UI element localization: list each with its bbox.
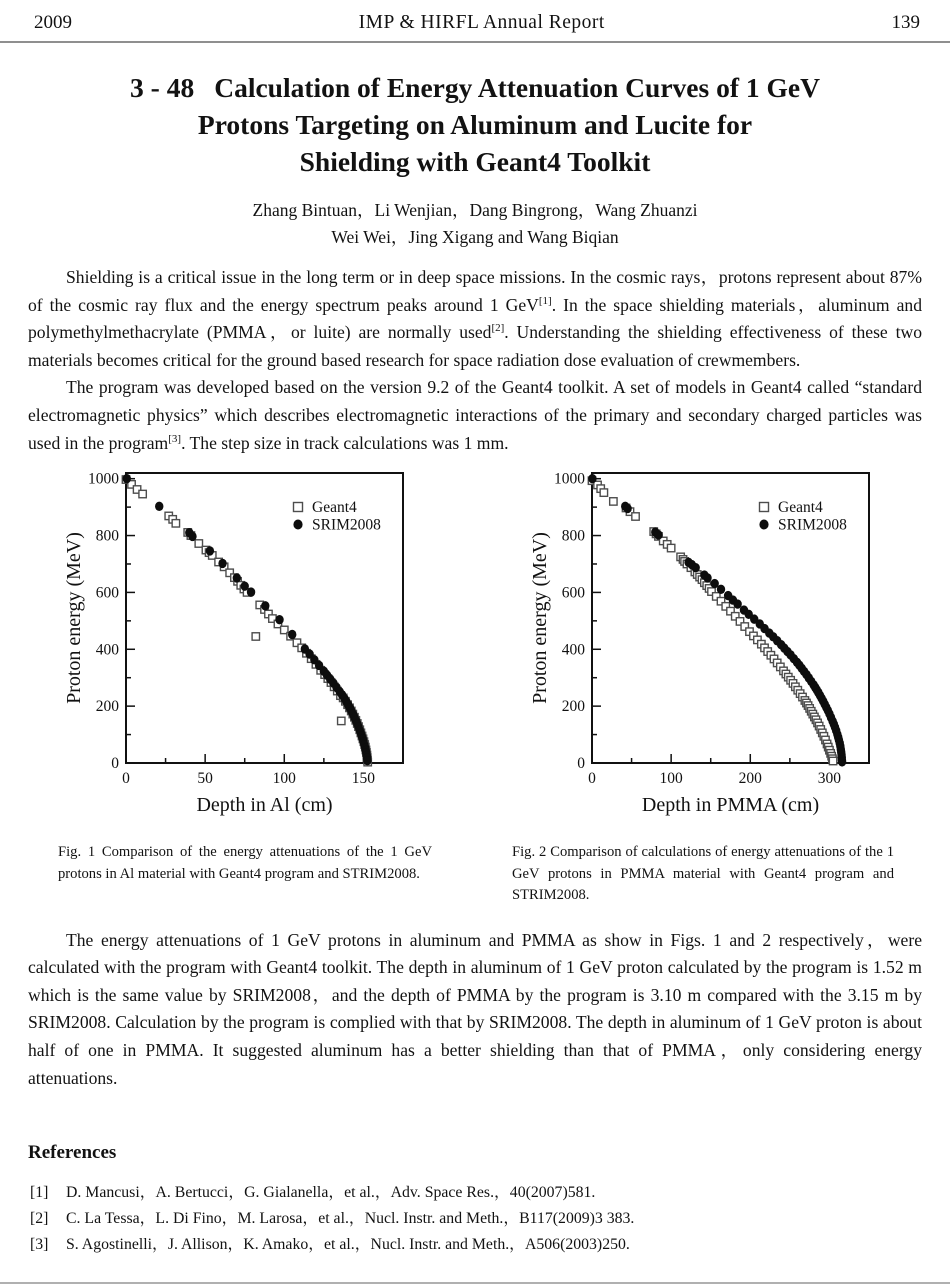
reference-item-1	[30, 1180, 922, 1206]
reference-item-3	[30, 1232, 922, 1258]
svg-text:200: 200	[561, 698, 585, 716]
reference-marker: [2]	[30, 1210, 49, 1228]
y-axis-title: Proton energy (MeV)	[64, 532, 85, 705]
reference-marker: [1]	[30, 1184, 49, 1202]
x-axis-title: Depth in PMMA (cm)	[641, 794, 820, 817]
citation-superscript: [3]	[168, 432, 182, 445]
body-paragraph-2: The program was developed based on the version 9.2 of the Geant4 toolkit. A set of models in Geant4 called “standard electromagnetic physics” which describes electromagnetic interactions of the primary and secondary charged particles was used in the program[3]. The step size in track calculations was 1 mm.	[28, 377, 922, 453]
reference-marker: [3]	[30, 1235, 49, 1253]
svg-text:0: 0	[122, 770, 130, 788]
svg-text:Geant4: Geant4	[312, 499, 357, 517]
y-axis-title: Proton energy (MeV)	[530, 532, 551, 705]
svg-text:200: 200	[738, 770, 762, 788]
svg-text:600: 600	[561, 584, 585, 602]
article-title-line2: Protons Targeting on Aluminum and Lucite for	[197, 109, 753, 140]
legend	[293, 499, 381, 534]
reference-text: D. Mancusi，A. Bertucci，G. Gialanella，et al.，Adv. Space Res.，40(2007)581.	[66, 1184, 596, 1202]
figure2-caption: Fig. 2 Comparison of calculations of energy attenuations of the 1 GeV protons in PMMA material with Geant4 program and STRIM2008.	[512, 844, 894, 904]
references-heading: References	[28, 1142, 117, 1164]
svg-text:800: 800	[561, 527, 585, 545]
svg-text:400: 400	[95, 641, 119, 659]
svg-text:600: 600	[95, 584, 119, 602]
svg-text:SRIM2008: SRIM2008	[312, 516, 381, 534]
figures-row	[0, 467, 950, 824]
authors-line1: Zhang Bintuan，Li Wenjian，Dang Bingrong，Wang Zhuanzi	[252, 200, 698, 220]
reference-item-2	[30, 1206, 922, 1232]
captions-row	[0, 842, 950, 907]
svg-text:400: 400	[561, 641, 585, 659]
figure2-chart	[530, 467, 878, 824]
legend	[759, 499, 847, 534]
figure2-svg	[530, 467, 878, 819]
page-header	[0, 0, 950, 43]
article-title-line3: Shielding with Geant4 Toolkit	[299, 146, 651, 177]
citation-superscript: [2]	[491, 322, 505, 335]
svg-text:100: 100	[272, 770, 296, 788]
body-paragraph-1: Shielding is a critical issue in the long term or in deep space missions. In the cosmic rays，protons represent about 87% of the cosmic ray flux and the energy spectrum peaks around 1 GeV[1]. In the space shielding materials，aluminum and polymethylmethacrylate (PMMA，or luite) are normally used[2]. Understanding the shielding effectiveness of these two materials becomes critical for the ground based research for space radiation dose evaluation of crewmembers.	[28, 267, 922, 370]
svg-text:100: 100	[659, 770, 683, 788]
article-title	[0, 69, 950, 180]
svg-text:1000: 1000	[88, 470, 119, 488]
figure1-svg	[64, 467, 412, 819]
x-axis-title: Depth in Al (cm)	[196, 794, 333, 817]
svg-text:50: 50	[197, 770, 213, 788]
svg-text:0: 0	[588, 770, 596, 788]
article-title-line1: 3 - 48 Calculation of Energy Attenuation Curves of 1 GeV	[130, 72, 820, 103]
bottom-rule	[0, 1282, 950, 1284]
svg-text:150: 150	[351, 770, 376, 788]
figure1-chart	[64, 467, 412, 824]
article-number: 3 - 48	[130, 72, 195, 103]
header-year: 2009	[34, 12, 72, 33]
body-paragraph-3: The energy attenuations of 1 GeV protons in aluminum and PMMA as show in Figs. 1 and 2 respectively，were calculated with the program with Geant4 toolkit. The depth in aluminum of 1 GeV proton calculated by the program is 1.52 m which is the same value by SRIM2008，and the depth of PMMA by the program is 3.10 m compared with the 3.15 m by SRIM2008. Calculation by the program is complied with that by SRIM2008. The depth in aluminum of 1 GeV proton is about half of one in PMMA. It suggested aluminum has a better shielding than that of PMMA，only considering energy attenuations.	[28, 929, 922, 1088]
svg-text:1000: 1000	[554, 470, 585, 488]
svg-text:300: 300	[817, 770, 842, 788]
svg-text:200: 200	[95, 698, 119, 716]
reference-text: S. Agostinelli，J. Allison，K. Amako，et al.，Nucl. Instr. and Meth.，A506(2003)250.	[66, 1235, 630, 1253]
svg-text:0: 0	[577, 755, 585, 773]
header-page-number: 139	[891, 12, 920, 33]
authors-block	[0, 197, 950, 251]
figure1-caption: Fig. 1 Comparison of the energy attenuations of the 1 GeV protons in Al material with Geant4 program and STRIM2008.	[58, 844, 432, 882]
svg-text:Geant4: Geant4	[778, 499, 823, 517]
svg-text:SRIM2008: SRIM2008	[778, 516, 847, 534]
svg-text:0: 0	[111, 755, 119, 773]
reference-text: C. La Tessa，L. Di Fino，M. Larosa，et al.，Nucl. Instr. and Meth.，B117(2009)3 383.	[66, 1210, 635, 1228]
svg-text:800: 800	[95, 527, 119, 545]
authors-line2: Wei Wei，Jing Xigang and Wang Biqian	[331, 227, 619, 247]
header-journal-title: IMP & HIRFL Annual Report	[358, 12, 605, 33]
citation-superscript: [1]	[538, 294, 552, 307]
